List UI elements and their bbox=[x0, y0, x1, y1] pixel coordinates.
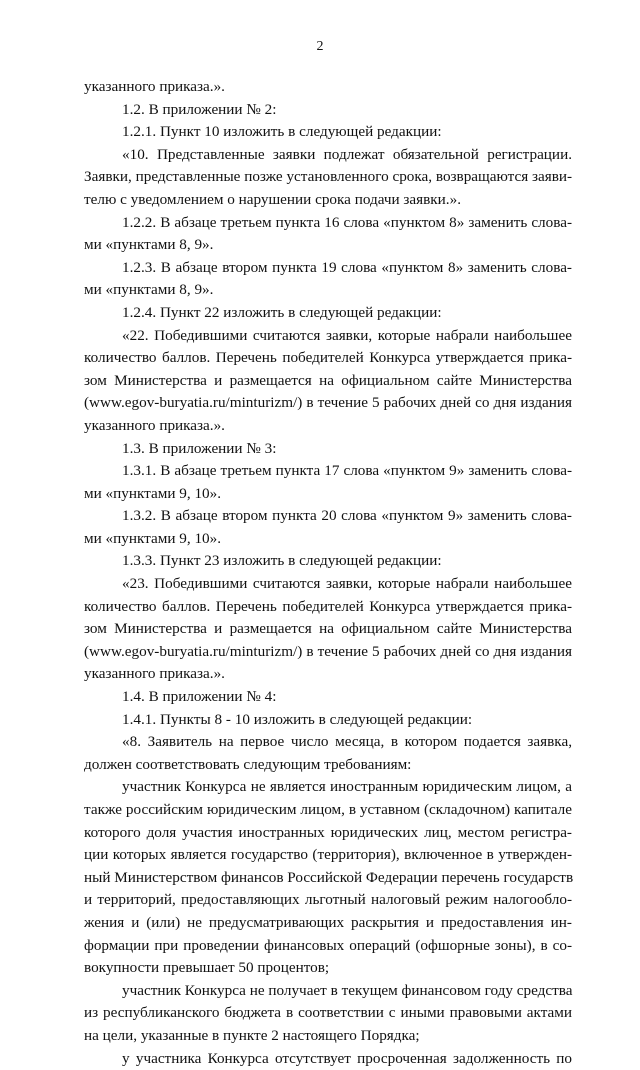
text-line: которого доля участия иностранных юридических лиц, местом регистра- bbox=[84, 823, 572, 841]
text-line: 1.2.1. Пункт 10 изложить в следующей редакции: bbox=[122, 123, 442, 141]
text-line: также российским юридическим лицом, в уставном (складочном) капитале bbox=[84, 801, 572, 818]
text-line: указанного приказа.». bbox=[84, 416, 225, 434]
text-line: 1.3. В приложении № 3: bbox=[122, 439, 277, 457]
text-line: 1.4.1. Пункты 8 - 10 изложить в следующей редакции: bbox=[122, 710, 473, 728]
text-line: должен соответствовать следующим требованиям: bbox=[84, 755, 412, 773]
text-line: зом Министерства и размещается на официальном сайте Министерства bbox=[84, 620, 572, 638]
text-line: зом Министерства и размещается на официальном сайте Министерства bbox=[84, 371, 572, 389]
text-line: ми «пунктами 9, 10». bbox=[84, 484, 222, 502]
text-line: Заявки, представленные позже установленного срока, возвращаются заяви- bbox=[84, 168, 573, 186]
text-line: «8. Заявитель на первое число месяца, в котором подается заявка, bbox=[122, 733, 572, 751]
text-line: «23. Победившими считаются заявки, которые набрали наибольшее bbox=[122, 575, 572, 593]
text-line: ми «пунктами 9, 10». bbox=[84, 529, 222, 547]
text-line: ный Министерством финансов Российской Федерации перечень государств bbox=[84, 868, 574, 886]
text-line: 1.2.4. Пункт 22 изложить в следующей редакции: bbox=[122, 303, 442, 321]
text-line: (www.egov-buryatia.ru/minturizm/) в течение 5 рабочих дней со дня издания bbox=[84, 394, 572, 412]
text-line: и территорий, предоставляющих льготный налоговый режим налогообло- bbox=[84, 891, 572, 909]
text-line: формации при проведении финансовых операций (офшорные зоны), в со- bbox=[84, 936, 572, 954]
text-line: количество баллов. Перечень победителей Конкурса утверждается прика- bbox=[84, 349, 572, 367]
text-line: «10. Представленные заявки подлежат обязательной регистрации. bbox=[122, 145, 572, 163]
text-line: 1.2. В приложении № 2: bbox=[122, 100, 277, 118]
text-line: телю с уведомлением о нарушении срока подачи заявки.». bbox=[84, 190, 461, 208]
text-line: «22. Победившими считаются заявки, которые набрали наибольшее bbox=[122, 326, 572, 344]
text-line: ми «пунктами 8, 9». bbox=[84, 236, 214, 254]
text-line: у участника Конкурса отсутствует просроченная задолженность по bbox=[122, 1049, 572, 1067]
text-line: 1.3.3. Пункт 23 изложить в следующей редакции: bbox=[122, 552, 442, 570]
text-line: участник Конкурса не получает в текущем финансовом году средства bbox=[122, 981, 573, 999]
text-line: ми «пунктами 8, 9». bbox=[84, 281, 214, 299]
text-line: 1.2.2. В абзаце третьем пункта 16 слова «пунктом 8» заменить слова- bbox=[122, 213, 572, 231]
text-line: ции которых является государство (территория), включенное в утвержден- bbox=[84, 846, 572, 864]
text-line: участник Конкурса не является иностранным юридическим лицом, а bbox=[122, 778, 572, 796]
text-line: из республиканского бюджета в соответствии с иными правовыми актами bbox=[84, 1004, 572, 1022]
text-line: 1.3.1. В абзаце третьем пункта 17 слова «пунктом 9» заменить слова- bbox=[122, 462, 572, 480]
page-number: 2 bbox=[316, 39, 324, 54]
text-line: на цели, указанные в пункте 2 настоящего Порядка; bbox=[84, 1026, 420, 1044]
text-line: указанного приказа.». bbox=[84, 78, 225, 95]
text-line: 1.3.2. В абзаце втором пункта 20 слова «пунктом 9» заменить слова- bbox=[122, 507, 572, 525]
text-line: вокупности превышает 50 процентов; bbox=[84, 959, 330, 977]
text-line: количество баллов. Перечень победителей Конкурса утверждается прика- bbox=[84, 597, 572, 615]
text-line: 1.2.3. В абзаце втором пункта 19 слова «пунктом 8» заменить слова- bbox=[122, 258, 572, 276]
document-body bbox=[84, 76, 572, 1070]
text-line: жения и (или) не предусматривающих раскрытия и предоставления ин- bbox=[84, 913, 572, 931]
text-line: указанного приказа.». bbox=[84, 665, 225, 683]
text-line: (www.egov-buryatia.ru/minturizm/) в течение 5 рабочих дней со дня издания bbox=[84, 642, 572, 660]
text-line: 1.4. В приложении № 4: bbox=[122, 688, 277, 706]
